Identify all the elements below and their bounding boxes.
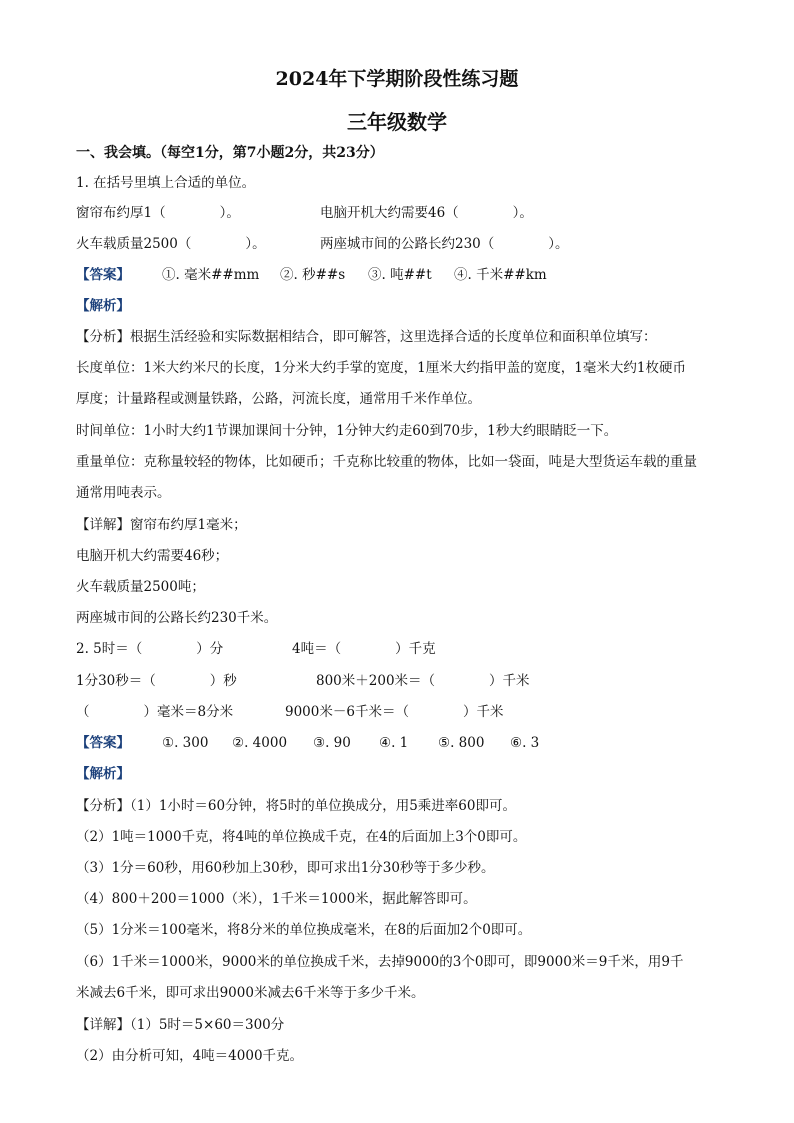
q2-analysis: （3）1分＝60秒，用60秒加上30秒，即可求出1分30秒等于多少秒。 (76, 860, 495, 876)
q2-detail: 【详解】（1）5时＝5×60＝300分 (76, 1017, 285, 1033)
q2-analysis: 【分析】（1）1小时＝60分钟，将5时的单位换成分，用5乘进率60即可。 (76, 798, 516, 814)
answer-tag: 【答案】 (76, 735, 130, 751)
q1-stem: 1. 在括号里填上合适的单位。 (76, 175, 256, 191)
q2-analysis: （6）1千米＝1000米，9000米的单位换成千米，去掉9000的3个0即可，即9000米＝9千米，用9千 (76, 954, 684, 970)
q2-row3 (76, 703, 716, 721)
q1-weight-units-1: 重量单位：克称量较轻的物体，比如硬币；千克称比较重的物体，比如一袋面，吨是大型货运车载的重量 (76, 454, 697, 470)
answer-item: ④. 千米##km (454, 267, 547, 283)
q2-analysis: （4）800＋200＝1000（米），1千米＝1000米，据此解答即可。 (76, 891, 477, 907)
q1-analysis: 【分析】根据生活经验和实际数据相结合，即可解答，这里选择合适的长度单位和面积单位填写： (76, 329, 657, 345)
q1-detail-line: 两座城市间的公路长约230千米。 (76, 610, 278, 626)
q2-analysis: （2）1吨＝1000千克，将4吨的单位换成千克，在4的后面加上3个0即可。 (76, 829, 527, 845)
answer-item: ①. 毫米##mm (162, 267, 260, 283)
q1-time-units: 时间单位：1小时大约1节课加课间十分钟，1分钟大约走60到70步，1秒大约眼睛眨一下。 (76, 423, 618, 439)
section-heading: 一、我会填。（每空1分，第7小题2分，共23分） (76, 145, 384, 161)
answer-item: ③. 90 (313, 735, 351, 751)
q1-length-units-1: 长度单位：1米大约米尺的长度，1分米大约手掌的宽度，1厘米大约指甲盖的宽度，1毫米大约1枚硬币 (76, 360, 686, 376)
q2-item: 9000米－6千米＝（ ）千米 (285, 704, 504, 720)
analysis-tag: 【解析】 (76, 766, 130, 782)
q1-row1 (76, 204, 716, 222)
answer-item: ④. 1 (379, 735, 409, 751)
q2-row2 (76, 672, 716, 690)
page-subtitle: 三年级数学 (347, 110, 447, 134)
q1-detail-line: 火车载质量2500吨； (76, 579, 205, 595)
page-title: 2024年下学期阶段性练习题 (275, 68, 519, 90)
q1-item-b: 电脑开机大约需要46（ ）。 (320, 205, 533, 221)
answer-tag: 【答案】 (76, 267, 130, 283)
q1-weight-units-2: 通常用吨表示。 (76, 485, 171, 501)
q1-item-d: 两座城市间的公路长约230（ ）。 (320, 236, 569, 252)
answer-item: ⑥. 3 (510, 735, 540, 751)
analysis-tag: 【解析】 (76, 298, 130, 314)
answer-item: ①. 300 (162, 735, 209, 751)
q2-analysis: 米减去6千米，即可求出9000米减去6千米等于多少千米。 (76, 985, 425, 1001)
q2-item: 800米＋200米＝（ ）千米 (316, 673, 530, 689)
q1-item-c: 火车载质量2500（ ）。 (76, 236, 266, 252)
q2-item: 4吨＝（ ）千克 (292, 641, 436, 657)
q2-item: 2. 5时＝（ ）分 (76, 641, 224, 657)
q2-item: 1分30秒＝（ ）秒 (76, 673, 237, 689)
answer-item: ②. 4000 (232, 735, 288, 751)
q2-row1 (76, 640, 716, 658)
q1-answer-row (76, 266, 716, 284)
answer-item: ⑤. 800 (438, 735, 485, 751)
q2-answer-row (76, 734, 716, 752)
q1-row2 (76, 235, 716, 253)
q2-analysis: （5）1分米＝100毫米，将8分米的单位换成毫米，在8的后面加2个0即可。 (76, 922, 532, 938)
q1-detail-line: 电脑开机大约需要46秒； (76, 548, 229, 564)
q1-item-a: 窗帘布约厚1（ ）。 (76, 205, 240, 221)
q2-item: （ ）毫米＝8分米 (76, 704, 234, 720)
answer-item: ②. 秒##s (280, 267, 346, 283)
q1-length-units-2: 厚度；计量路程或测量铁路，公路，河流长度，通常用千米作单位。 (76, 391, 481, 407)
q1-detail: 【详解】窗帘布约厚1毫米； (76, 517, 247, 533)
q2-detail-line: （2）由分析可知，4吨＝4000千克。 (76, 1048, 304, 1064)
answer-item: ③. 吨##t (368, 267, 432, 283)
